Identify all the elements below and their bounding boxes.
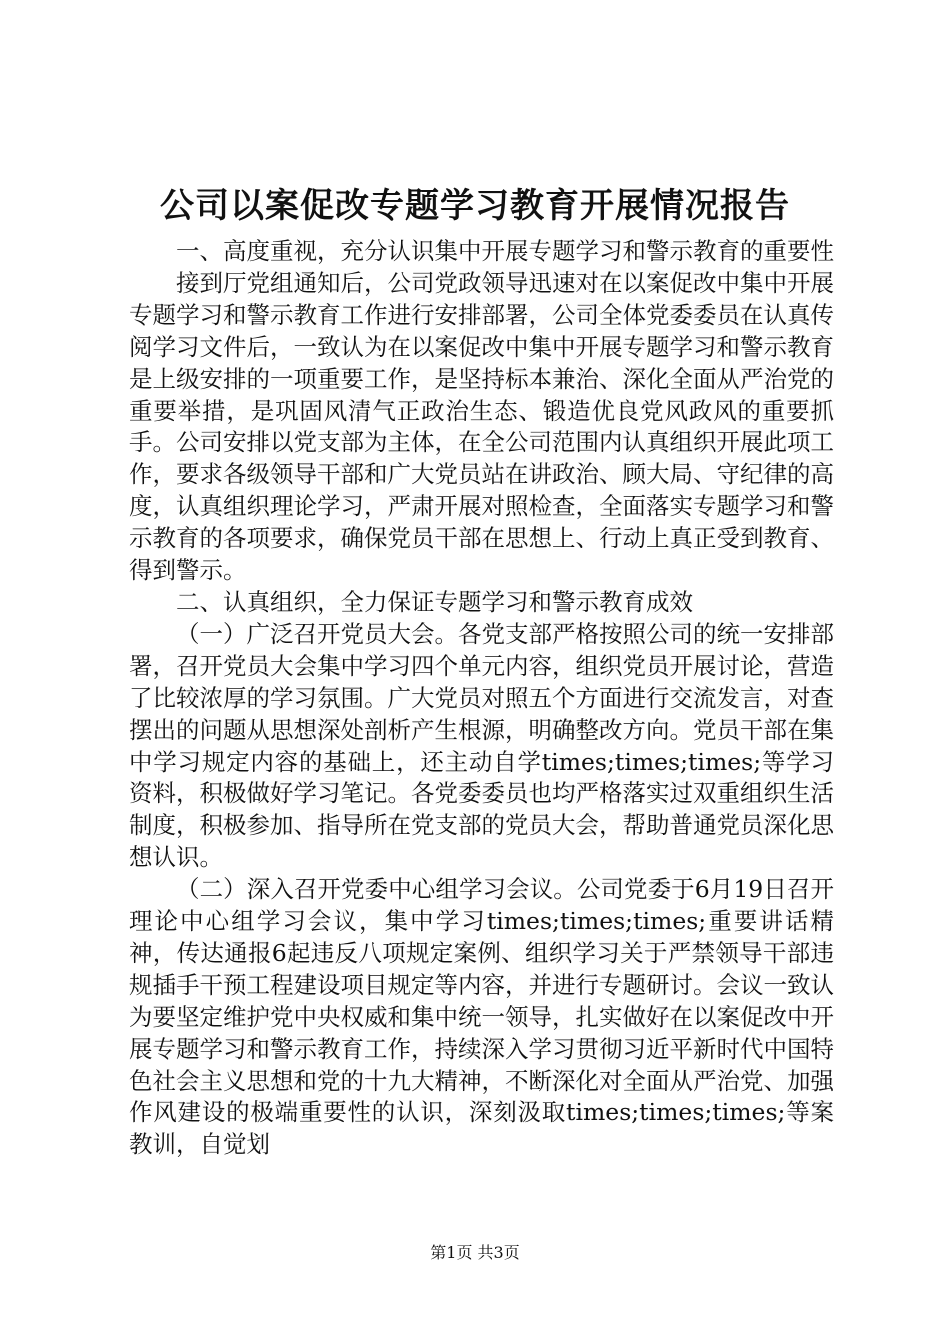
body-paragraph-1: 接到厅党组通知后，公司党政领导迅速对在以案促改中集中开展专题学习和警示教育工作进行安排部署，公司全体党委委员在认真传阅学习文件后，一致认为在以案促改中集中开展专题学习和警示教育是上级安排的一项重要工作，是坚持标本兼治、深化全面从严治党的重要举措，是巩固风清气正政治生态、锻造优良党风政风的重要抓手。公司安排以党支部为主体，在全公司范围内认真组织开展此项工作，要求各级领导干部和广大党员站在讲政治、顾大局、守纪律的高度，认真组织理论学习，严肃开展对照检查，全面落实专题学习和警示教育的各项要求，确保党员干部在思想上、行动上真正受到教育、得到警示。 xyxy=(129,268,834,585)
section-heading-2: 二、认真组织，全力保证专题学习和警示教育成效 xyxy=(176,587,693,616)
page-number-footer: 第1页 共3页 xyxy=(430,1243,520,1262)
body-paragraph-3: （二）深入召开党委中心组学习会议。公司党委于6月19日召开理论中心组学习会议，集中学习times;times;times;重要讲话精神，传达通报6起违反八项规定案例、组织学习关于严禁领导干部违规插手干预工程建设项目规定等内容，并进行专题研讨。会议一致认为要坚定维护党中央权威和集中统一领导，扎实做好在以案促改中开展专题学习和警示教育工作，持续深入学习贯彻习近平新时代中国特色社会主义思想和党的十九大精神，不断深化对全面从严治党、加强作风建设的极端重要性的认识，深刻汲取times;times;times;等案教训，自觉划 xyxy=(129,875,834,1159)
document-title: 公司以案促改专题学习教育开展情况报告 xyxy=(160,186,790,226)
body-paragraph-2: （一）广泛召开党员大会。各党支部严格按照公司的统一安排部署，召开党员大会集中学习四个单元内容，组织党员开展讨论，营造了比较浓厚的学习氛围。广大党员对照五个方面进行交流发言，对查摆出的问题从思想深处剖析产生根源，明确整改方向。党员干部在集中学习规定内容的基础上，还主动自学times;times;times;等学习资料，积极做好学习笔记。各党委委员也均严格落实过双重组织生活制度，积极参加、指导所在党支部的党员大会，帮助普通党员深化思想认识。 xyxy=(129,619,834,872)
document-body xyxy=(129,236,834,1161)
section-heading-1: 一、高度重视，充分认识集中开展专题学习和警示教育的重要性 xyxy=(176,237,834,265)
